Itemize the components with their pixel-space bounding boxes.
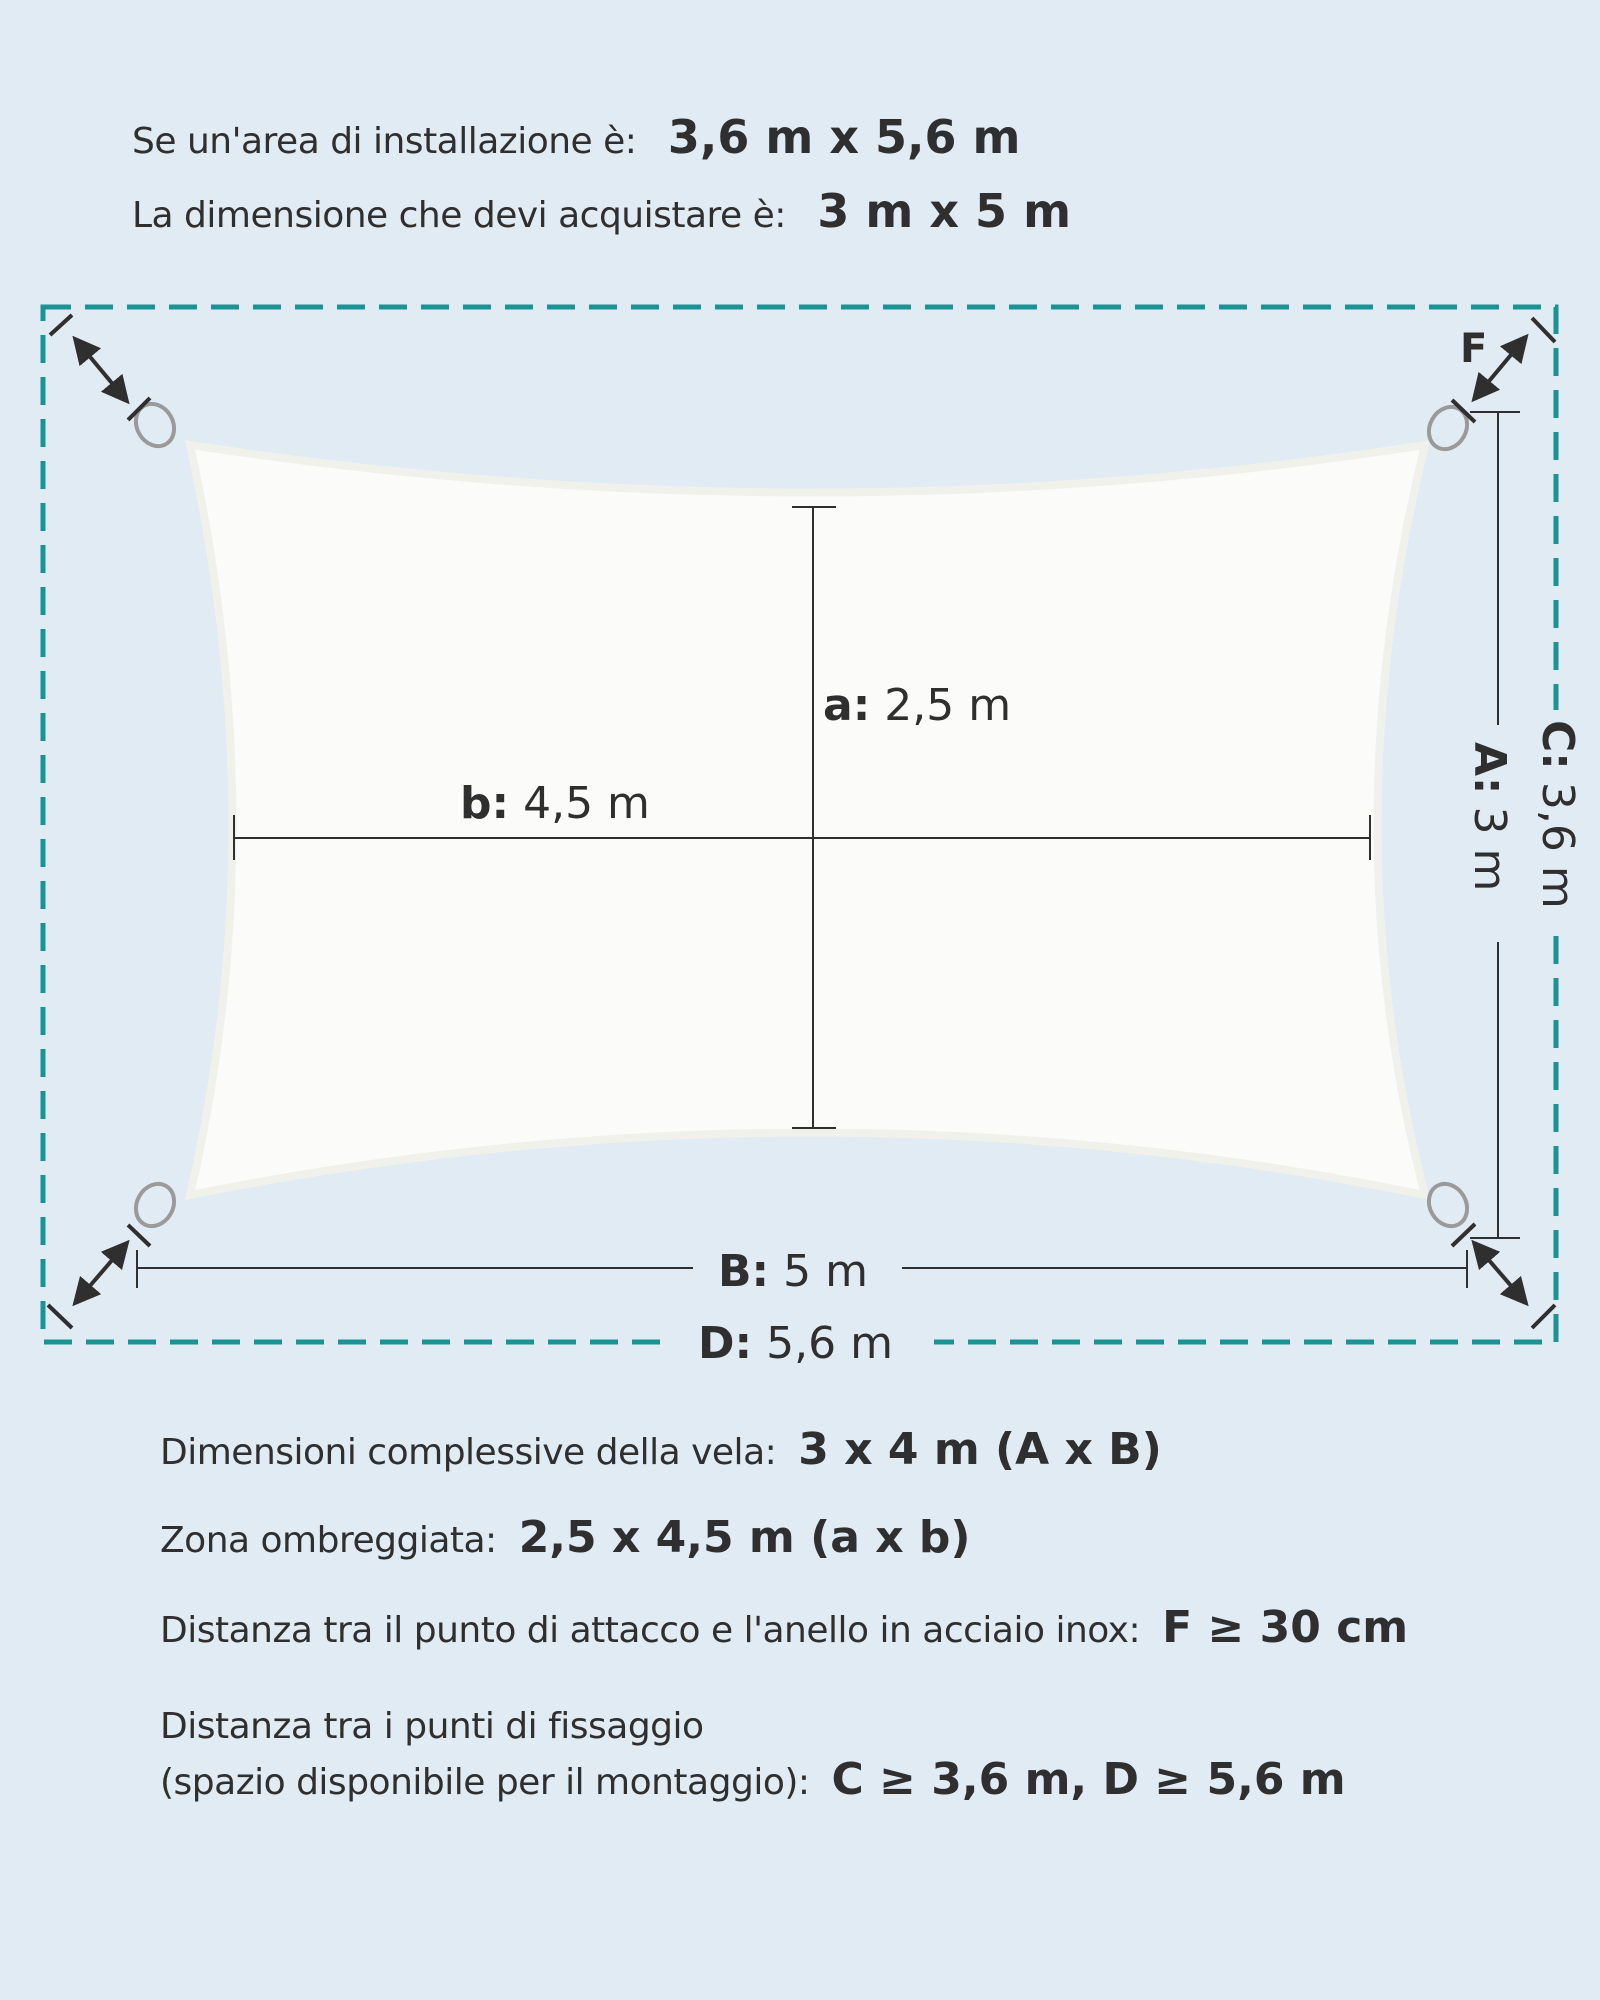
purchase-size-value: 3 m x 5 m — [817, 184, 1071, 238]
arrow-top-left-icon — [76, 340, 126, 400]
info-sail-size: Dimensioni complessive della vela: 3 x 4 m (A x B) — [160, 1424, 1162, 1475]
label-B: B: 5 m — [718, 1246, 868, 1297]
ring-top-left-icon — [128, 397, 181, 453]
label-C: C:3,6 m — [1532, 720, 1583, 909]
label-F: F — [1460, 326, 1488, 372]
label-b: b: 4,5 m — [460, 778, 650, 829]
ring-bottom-left-icon — [128, 1177, 181, 1233]
arrow-bottom-right-icon — [1475, 1244, 1525, 1302]
info-fixing-points-title: Distanza tra i punti di fissaggio — [160, 1706, 704, 1747]
info-attachment-distance: Distanza tra il punto di attacco e l'anello in acciaio inox: F ≥ 30 cm — [160, 1602, 1409, 1653]
label-A: A:3 m — [1464, 742, 1515, 892]
ring-top-right-icon — [1421, 400, 1474, 456]
sail-shade — [190, 445, 1425, 1195]
ring-bottom-right-icon — [1421, 1177, 1474, 1233]
installation-area-value: 3,6 m x 5,6 m — [667, 110, 1021, 164]
info-fixing-points-space: (spazio disponibile per il montaggio): C ≥ 3,6 m, D ≥ 5,6 m — [160, 1754, 1346, 1805]
arrow-bottom-left-icon — [76, 1244, 126, 1302]
purchase-size-label: La dimensione che devi acquistare è: — [132, 195, 786, 236]
label-a: a: 2,5 m — [823, 680, 1012, 731]
label-D: D: 5,6 m — [698, 1318, 893, 1369]
installation-area-label: Se un'area di installazione è: — [132, 121, 637, 162]
info-shade-zone: Zona ombreggiata: 2,5 x 4,5 m (a x b) — [160, 1512, 971, 1563]
